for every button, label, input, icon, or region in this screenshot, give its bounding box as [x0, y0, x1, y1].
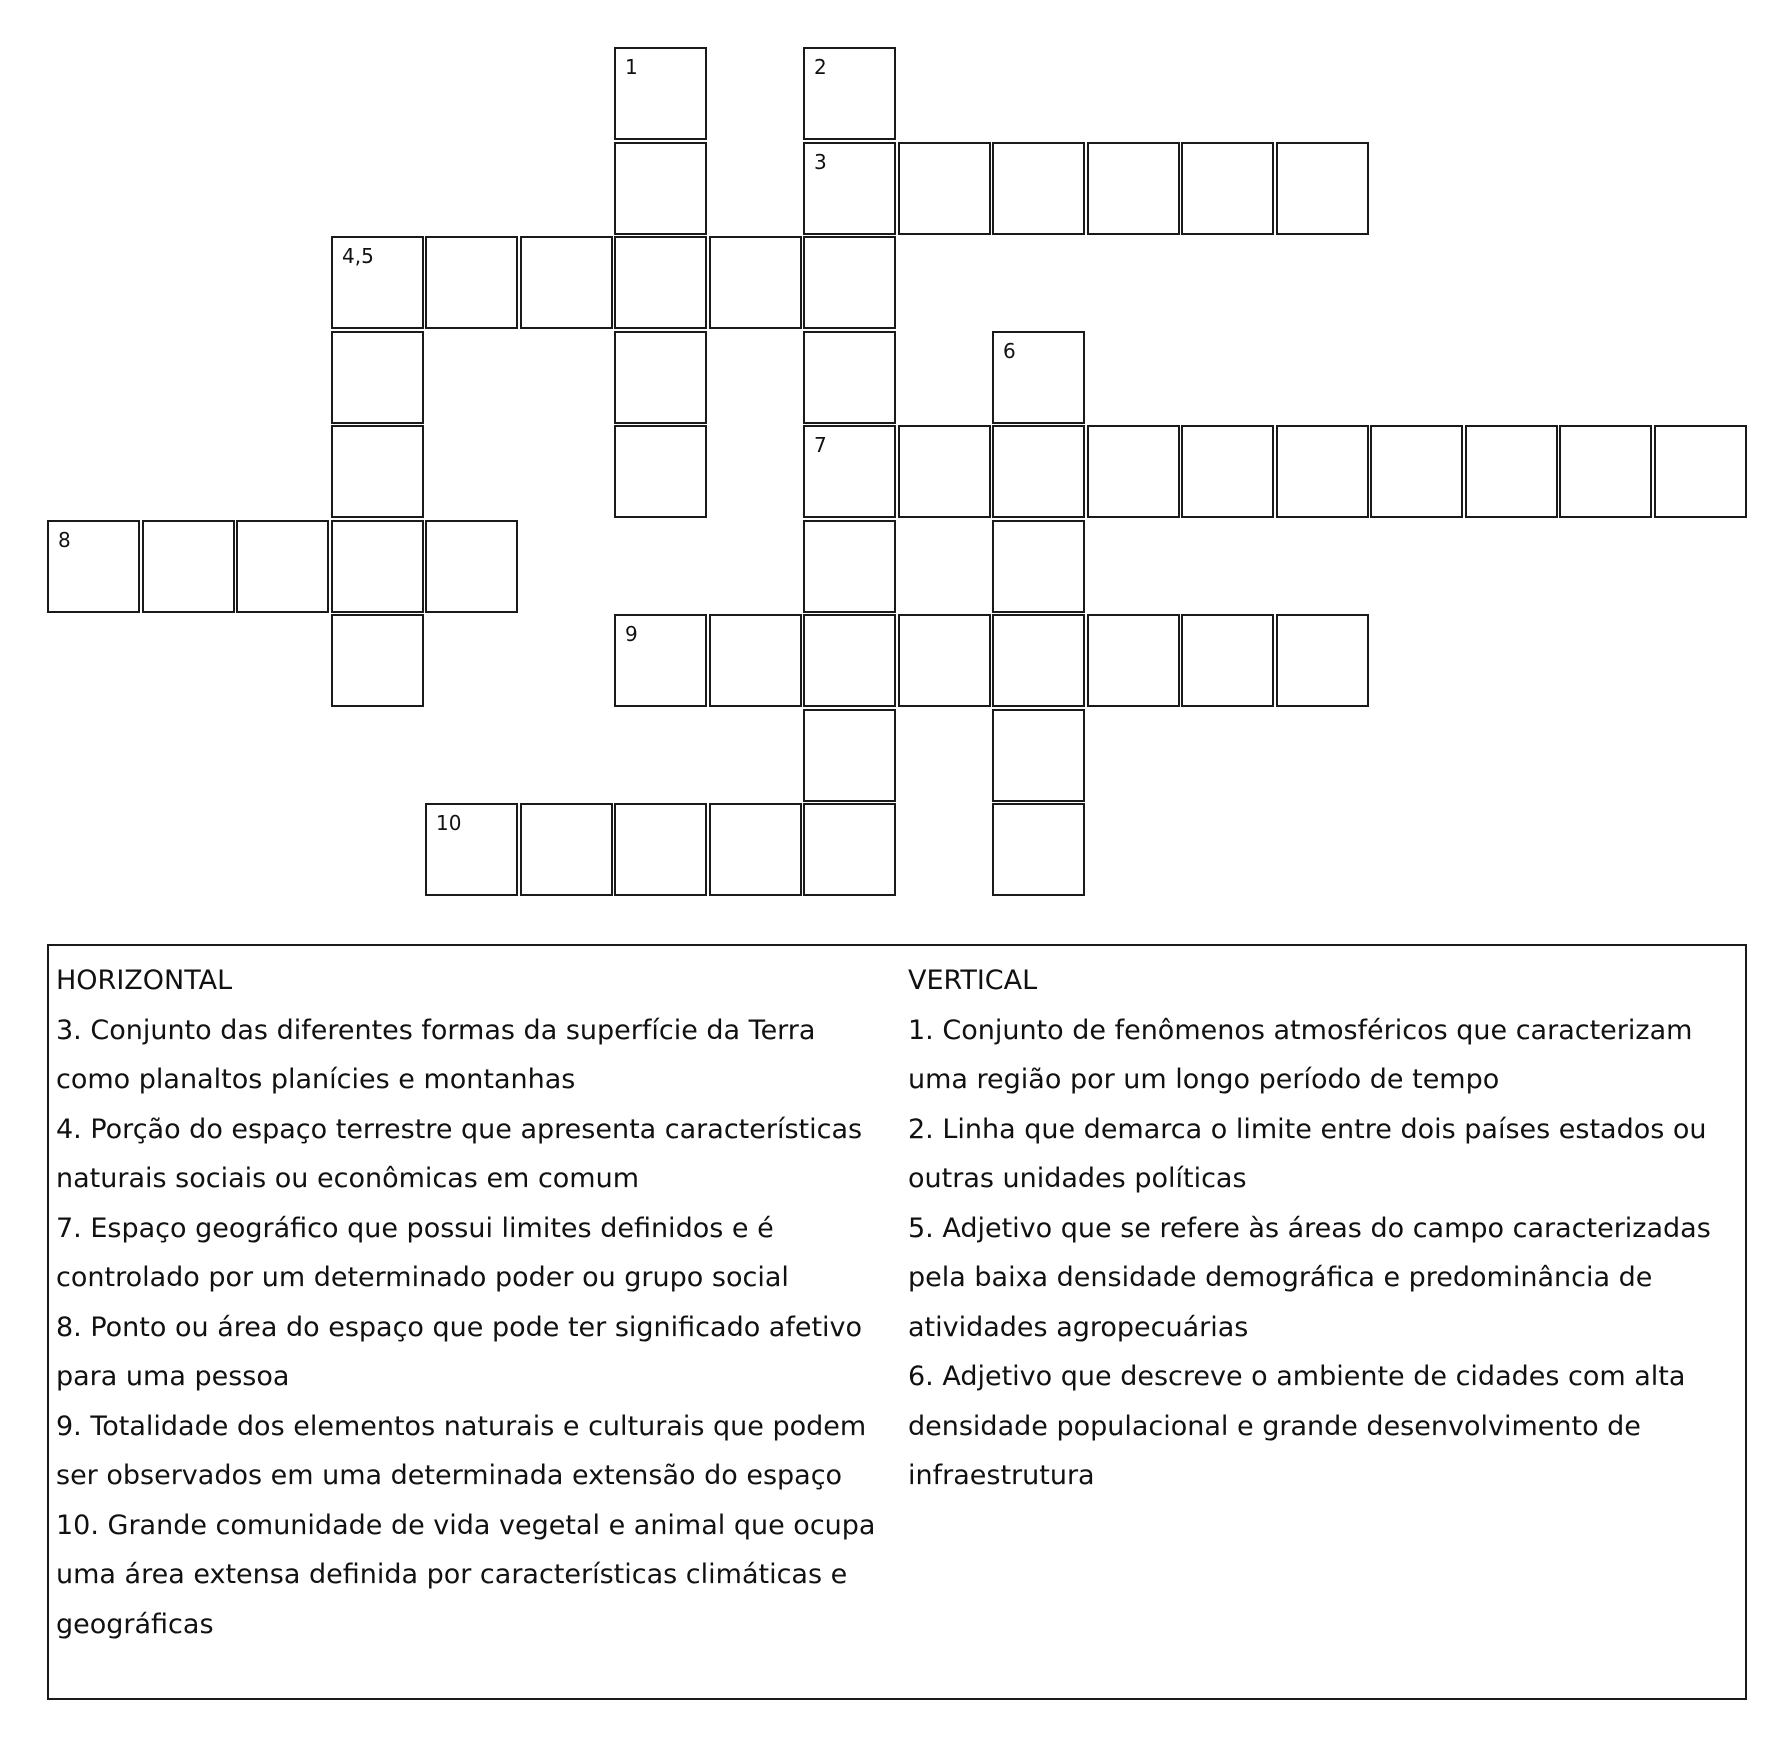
- crossword-cell[interactable]: [992, 709, 1085, 802]
- crossword-cell[interactable]: [709, 236, 802, 329]
- clue-line: 9. Totalidade dos elementos naturais e culturais que podem: [56, 1410, 867, 1442]
- clues-box: [47, 944, 1747, 1700]
- crossword-cell[interactable]: [898, 614, 991, 707]
- crossword-cell[interactable]: [425, 803, 518, 896]
- crossword-cell[interactable]: [614, 142, 707, 235]
- clue-line: ser observados em uma determinada extensão do espaço: [56, 1460, 843, 1491]
- crossword-cell[interactable]: [1087, 614, 1180, 707]
- crossword-cell[interactable]: [425, 520, 518, 613]
- clue-line: uma área extensa definida por características climáticas e: [56, 1559, 848, 1590]
- clue-line: uma região por um longo período de tempo: [908, 1064, 1500, 1095]
- crossword-cell[interactable]: [803, 803, 896, 896]
- clue-number: 4,5: [342, 244, 374, 268]
- crossword-cell[interactable]: [614, 803, 707, 896]
- clue-line: controlado por um determinado poder ou grupo social: [56, 1262, 789, 1293]
- crossword-cell[interactable]: [1087, 425, 1180, 518]
- clue-number: 10: [436, 811, 462, 835]
- clue-line: 2. Linha que demarca o limite entre dois países estados ou: [908, 1113, 1707, 1145]
- clue-line: 6. Adjetivo que descreve o ambiente de cidades com alta: [908, 1361, 1686, 1392]
- clue-line: geográficas: [56, 1608, 214, 1640]
- crossword-cell[interactable]: [520, 803, 613, 896]
- clue-line: 4. Porção do espaço terrestre que apresenta características: [56, 1113, 863, 1145]
- crossword-cell[interactable]: [1276, 425, 1369, 518]
- crossword-cell[interactable]: [1276, 614, 1369, 707]
- crossword-cell[interactable]: [1465, 425, 1558, 518]
- crossword-cell[interactable]: [331, 614, 424, 707]
- crossword-cell[interactable]: [992, 142, 1085, 235]
- clue-line: outras unidades políticas: [908, 1163, 1247, 1194]
- crossword-cell[interactable]: [614, 331, 707, 424]
- crossword-cell[interactable]: [331, 236, 424, 329]
- clue-line: infraestrutura: [908, 1460, 1095, 1491]
- clue-line: densidade populacional e grande desenvolvimento de: [908, 1410, 1641, 1442]
- clue-number: 3: [814, 150, 827, 174]
- vertical-heading: VERTICAL: [908, 965, 1038, 996]
- crossword-cell[interactable]: [803, 614, 896, 707]
- crossword-cell[interactable]: [614, 425, 707, 518]
- crossword-cell[interactable]: [992, 425, 1085, 518]
- crossword-cell[interactable]: [803, 236, 896, 329]
- clue-line: 8. Ponto ou área do espaço que pode ter significado afetivo: [56, 1311, 863, 1343]
- clue-number: 2: [814, 55, 827, 79]
- crossword-cell[interactable]: [1654, 425, 1747, 518]
- clue-line: atividades agropecuárias: [908, 1311, 1249, 1343]
- clue-line: naturais sociais ou econômicas em comum: [56, 1163, 640, 1194]
- crossword-cell[interactable]: [331, 425, 424, 518]
- crossword-cell[interactable]: [803, 142, 896, 235]
- crossword-cell[interactable]: [1276, 142, 1369, 235]
- crossword-cell[interactable]: [1181, 142, 1274, 235]
- crossword-cell[interactable]: [898, 425, 991, 518]
- crossword-cell[interactable]: [898, 142, 991, 235]
- clue-line: 3. Conjunto das diferentes formas da superfície da Terra: [56, 1014, 816, 1046]
- clue-line: 10. Grande comunidade de vida vegetal e animal que ocupa: [56, 1509, 876, 1541]
- crossword-cell[interactable]: [803, 709, 896, 802]
- vertical-clues: [908, 956, 1744, 1501]
- crossword-cell[interactable]: [1087, 142, 1180, 235]
- crossword-cell[interactable]: [142, 520, 235, 613]
- crossword-cell[interactable]: [992, 803, 1085, 896]
- horizontal-clues: [56, 956, 904, 1649]
- clue-number: 1: [625, 55, 638, 79]
- crossword-cell[interactable]: [709, 803, 802, 896]
- crossword-cell[interactable]: [1559, 425, 1652, 518]
- crossword-cell[interactable]: [1181, 614, 1274, 707]
- crossword-cell[interactable]: [803, 331, 896, 424]
- crossword-cell[interactable]: [803, 47, 896, 140]
- crossword-cell[interactable]: [803, 520, 896, 613]
- crossword-cell[interactable]: [47, 520, 140, 613]
- clue-line: pela baixa densidade demográfica e predominância de: [908, 1262, 1653, 1293]
- crossword-cell[interactable]: [1370, 425, 1463, 518]
- crossword-cell[interactable]: [1181, 425, 1274, 518]
- clue-line: 1. Conjunto de fenômenos atmosféricos que caracterizam: [908, 1014, 1693, 1046]
- clue-number: 8: [58, 528, 71, 552]
- crossword-cell[interactable]: [992, 520, 1085, 613]
- crossword-cell[interactable]: [425, 236, 518, 329]
- crossword-cell[interactable]: [803, 425, 896, 518]
- clue-number: 6: [1003, 339, 1016, 363]
- crossword-cell[interactable]: [331, 520, 424, 613]
- crossword-cell[interactable]: [992, 614, 1085, 707]
- crossword-cell[interactable]: [331, 331, 424, 424]
- crossword-cell[interactable]: [614, 614, 707, 707]
- crossword-cell[interactable]: [614, 236, 707, 329]
- crossword-cell[interactable]: [520, 236, 613, 329]
- clue-line: para uma pessoa: [56, 1361, 290, 1392]
- clue-number: 9: [625, 622, 638, 646]
- crossword-cell[interactable]: [709, 614, 802, 707]
- clue-line: 5. Adjetivo que se refere às áreas do campo caracterizadas: [908, 1212, 1711, 1244]
- crossword-cell[interactable]: [236, 520, 329, 613]
- clue-line: como planaltos planícies e montanhas: [56, 1064, 576, 1095]
- crossword-cell[interactable]: [614, 47, 707, 140]
- crossword-cell[interactable]: [992, 331, 1085, 424]
- clue-number: 7: [814, 433, 827, 457]
- clue-line: 7. Espaço geográfico que possui limites definidos e é: [56, 1212, 774, 1244]
- horizontal-heading: HORIZONTAL: [56, 965, 233, 996]
